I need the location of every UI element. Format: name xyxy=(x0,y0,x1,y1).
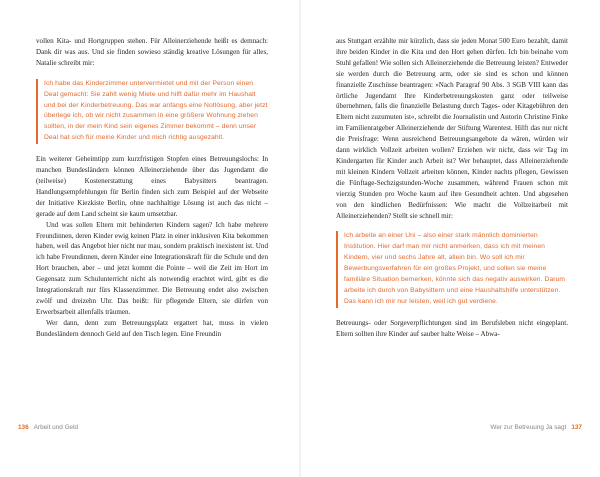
left-page xyxy=(36,36,268,340)
right-running-title: Wer zur Betreuung Ja sagt xyxy=(490,424,567,431)
book-gutter xyxy=(299,0,301,477)
right-quote-text: Ich arbeite an einer Uni – also einer stark männlich dominierten Institution. Hier darf man mir nicht anmerken, dass ich mit meinen Kindern, vier und sechs Jahre alt, allein bin. Wo soll ich mir Bewerbungsverfahren für ein großes Projekt, und sollen sie meine familiäre Situation bemerken, könnte sich das negativ auswirken. Darum arbeite ich durch von Babysittern und eine Haushaltshilfe unterstützen. Das kann ich mir nur leisten, weil ich gut verdiene. xyxy=(344,232,566,305)
left-running-title: Arbeit und Geld xyxy=(33,424,79,431)
left-highlight-quote xyxy=(36,79,268,144)
right-paragraph-1: aus Stuttgart erzählte mir kürzlich, dass sie jeden Monat 500 Euro bezahlt, damit ihre beiden Kinder in die Kita und den Hort gehen dürfen. Ich bin beinahe vom Stuhl gefallen! Wie sollen sich Alleinerziehende die Betreuung leisten? Entweder sie werden durch die Betreuung arm, oder sie sind es schon und können finanzielle Zuschüsse beantragen: »Nach Paragraf 90 Abs. 3 SGB VIII kann das örtliche Jugendamt Ihre Kinderbetreuungskosten ganz oder teilweise übernehmen, falls die finanzielle Belastung durch Tages- oder Kitagebühren den Eltern nicht zuzumuten ist«, schreibt die Journalistin und Autorin Christine Finke im Familienratgeber Alleinerziehende der Stiftung Warentest. Hilft das nur nicht die Preisfrage: Wenn ausreichend Betreuungsangebote da wären, würden wir dann wirklich Vollzeit arbeiten wollen? Erziehen wir nicht, dass wir Tag im Kindergarten für Kinder auch Arbeit ist? Wer behauptet, dass Alleinerziehende mit kleinen Kindern Vollzeit arbeiten können, Kinder nachts pflegen, Gewissen die Fünftage-Sechzigstunden-Woche zusammen, während Frauen schon mit vierzig Stunden pro Woche kaum auf ihre Gesundheit achten. Und abgesehen von den kindlichen Bedürfnissen: Wie macht die Vollzeitarbeit mit Alleinerziehenden? Stellt sie schnell mir: xyxy=(336,37,568,220)
left-paragraph-2: Ein weiterer Geheimtipp zum kurzfristigen Stopfen eines Betreuungslochs: In manchen Bundesländern können Alleinerziehende über das Jugendamt die (teilweise) Kostenerstattung eines Babysitters beantragen. Handlungsempfehlungen für Berlin finden sich zum Beispiel auf der Webseite der Initiative Kiezkiste Berlin, ohne nachhaltige Lösung ist auch das nicht – gerade auf dem Land scheint sie kaum umsetzbar. xyxy=(36,155,268,218)
left-paragraph-3: Und was sollen Eltern mit behinderten Kindern sagen? Ich habe mehrere Freundinnen, deren Kinder ewig keinen Platz in einer inklusiven Kita bekommen haben, weil das Angebot hier nicht nur mau, sondern praktisch inexistent ist. Und ich habe Freundinnen, deren Kinder eine Integrationskraft für die Schule und den Hort brauchen, aber – und jetzt kommt die Pointe – weil die Zeit im Hort im Gegensatz zum Schulunterricht nicht als notwendig erachtet wird, gibt es die Integrationskraft nur fürs Klassenzimmer. Die Betreuung endet also zwischen zwölf und dreizehn Uhr. Das heißt: für pflegende Eltern, sie dürfen von Erwerbsarbeit allenfalls träumen. xyxy=(36,220,268,316)
right-page-footer xyxy=(490,424,582,431)
left-paragraph-4: Wer dann, denn zum Betreuungsplatz ergattert hat, muss in vielen Bundesländern dennoch Geld auf den Tisch legen. Eine Freundin xyxy=(36,318,268,338)
right-paragraph-2: Betreuungs- oder Sorgeverpflichtungen sind im Berufsleben nicht eingeplant. Eltern sollten ihre Kinder auf sauber halte Weise – Abwa- xyxy=(336,318,568,338)
left-page-number: 136 xyxy=(18,424,29,431)
right-highlight-quote xyxy=(336,231,568,307)
left-quote-text: Ich habe das Kinderzimmer untervermietet und mit der Person einen Deal gemacht: Sie zahlt wenig Miete und hilft dafür mehr im Haushalt und bei der Kinderbetreuung. Das war anfangs eine Notlösung, aber jetzt überlege ich, ob wir nicht zusammen in eine größere Wohnung ziehen sollten, in der mein Kind sein eigenes Zimmer bekommt – denn unser Deal hat sich für meine Kinder und mich richtig ausgezahlt. xyxy=(44,79,268,142)
right-page-number: 137 xyxy=(571,424,582,431)
right-page xyxy=(336,36,568,340)
left-page-footer xyxy=(18,424,78,431)
left-paragraph-1: vollen Kita- und Hortgruppen stehen. Für Alleinerziehende heißt es demnach: Dank dir was aus. Und sie finden sowieso ständig kreative Lösungen für alles, Natalie schreibt mir: xyxy=(36,37,268,67)
